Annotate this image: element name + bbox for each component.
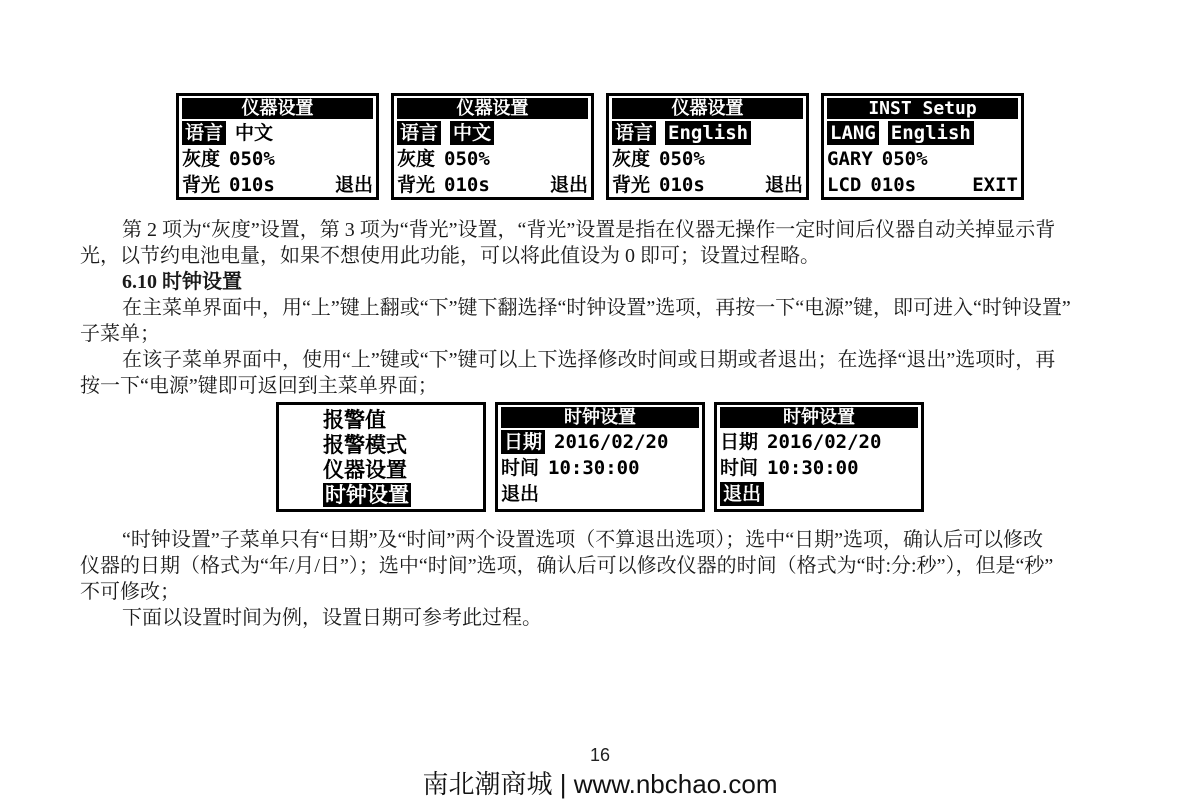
body-line: 第 2 项为“灰度”设置，第 3 项为“背光”设置，“背光”设置是指在仪器无操作一定时间后仪器自动关掉显示背 bbox=[122, 219, 1056, 241]
body-line: 按一下“电源”键即可返回到主菜单界面； bbox=[80, 375, 438, 397]
lcd-screen-inst-1 bbox=[176, 93, 379, 200]
date-value: 2016/02/20 bbox=[767, 431, 882, 453]
exit-item: 退出 bbox=[764, 174, 803, 196]
gray-value: 050% bbox=[881, 148, 928, 170]
lcd-title: INST Setup bbox=[827, 98, 1018, 119]
body-line: 在该子菜单界面中，使用“上”键或“下”键可以上下选择修改时间或日期或者退出；在选择“退出”选项时，再 bbox=[122, 349, 1056, 371]
gray-label: GARY bbox=[827, 148, 873, 170]
body-line: “时钟设置”子菜单只有“日期”及“时间”两个设置选项（不算退出选项）；选中“日期”选项，确认后可以修改 bbox=[122, 529, 1044, 551]
lcd-row-gray bbox=[824, 146, 1021, 172]
lcd-row-language bbox=[824, 120, 1021, 146]
time-label: 时间 bbox=[720, 457, 759, 479]
lcd-row-backlight bbox=[179, 172, 376, 198]
lcd-row-gray bbox=[609, 146, 806, 172]
menu-item-clock-setup-selected bbox=[323, 483, 483, 508]
lcd-screen-main-menu bbox=[276, 402, 486, 512]
body-text-block-2 bbox=[80, 527, 1155, 631]
date-label: 日期 bbox=[501, 430, 545, 454]
gray-value: 050% bbox=[229, 148, 275, 170]
lcd-row-date bbox=[498, 429, 702, 455]
gray-value: 050% bbox=[659, 148, 705, 170]
language-label: 语言 bbox=[397, 121, 441, 145]
site-footer-watermark: 南北潮商城 | www.nbchao.com bbox=[422, 769, 778, 799]
clock-setup-screens-row bbox=[0, 402, 1200, 512]
lcd-screen-inst-4-english bbox=[821, 93, 1024, 200]
body-text-block-1 bbox=[80, 217, 1155, 399]
backlight-value: 010s bbox=[659, 174, 705, 196]
body-line: 子菜单； bbox=[80, 323, 160, 345]
gray-label: 灰度 bbox=[612, 148, 651, 170]
lcd-row-language bbox=[394, 120, 591, 146]
lcd-row-gray bbox=[394, 146, 591, 172]
time-label: 时间 bbox=[501, 457, 540, 479]
exit-item: 退出 bbox=[501, 483, 540, 505]
lcd-title: 仪器设置 bbox=[397, 98, 588, 119]
main-menu-list bbox=[279, 405, 483, 508]
lcd-row-language bbox=[609, 120, 806, 146]
language-label: 语言 bbox=[612, 121, 656, 145]
lcd-row-exit bbox=[717, 481, 921, 507]
page-number: 16 bbox=[589, 745, 611, 765]
language-value: 中文 bbox=[450, 121, 494, 145]
body-line: 仪器的日期（格式为“年/月/日”）；选中“时间”选项，确认后可以修改仪器的时间（格式为“时:分:秒”），但是“秒” bbox=[80, 555, 1054, 577]
body-line: 光，以节约电池电量，如果不想使用此功能，可以将此值设为 0 即可；设置过程略。 bbox=[80, 245, 820, 267]
gray-value: 050% bbox=[444, 148, 490, 170]
date-value: 2016/02/20 bbox=[554, 431, 669, 453]
lcd-row-language bbox=[179, 120, 376, 146]
body-line: 不可修改； bbox=[80, 581, 180, 603]
gray-label: 灰度 bbox=[397, 148, 436, 170]
backlight-value: 010s bbox=[229, 174, 275, 196]
lcd-row-time bbox=[498, 455, 702, 481]
lcd-title: 仪器设置 bbox=[612, 98, 803, 119]
backlight-label: 背光 bbox=[612, 174, 651, 196]
lcd-screen-clock-2 bbox=[714, 402, 924, 512]
lcd-title: 仪器设置 bbox=[182, 98, 373, 119]
backlight-value: 010s bbox=[870, 174, 917, 196]
lcd-screen-inst-2 bbox=[391, 93, 594, 200]
selected-menu-item: 时钟设置 bbox=[325, 483, 409, 507]
exit-item-selected: 退出 bbox=[720, 482, 764, 506]
lcd-row-gray bbox=[179, 146, 376, 172]
language-value: 中文 bbox=[235, 122, 274, 144]
backlight-label: 背光 bbox=[397, 174, 436, 196]
lcd-title: 时钟设置 bbox=[501, 407, 699, 428]
backlight-label: LCD bbox=[827, 174, 862, 196]
section-heading-6-10: 6.10 时钟设置 bbox=[122, 271, 242, 293]
menu-item-alarm-mode: 报警模式 bbox=[323, 433, 407, 457]
lcd-row-backlight bbox=[394, 172, 591, 198]
exit-item: 退出 bbox=[549, 174, 588, 196]
lcd-row-date bbox=[717, 429, 921, 455]
lcd-row-time bbox=[717, 455, 921, 481]
exit-item: 退出 bbox=[334, 174, 373, 196]
exit-item: EXIT bbox=[972, 174, 1018, 196]
inst-setup-screens-row bbox=[0, 93, 1200, 200]
lcd-row-exit bbox=[498, 481, 702, 507]
time-value: 10:30:00 bbox=[767, 457, 859, 479]
lcd-screen-clock-1 bbox=[495, 402, 705, 512]
gray-label: 灰度 bbox=[182, 148, 221, 170]
lcd-row-backlight bbox=[824, 172, 1021, 198]
menu-item-inst-setup: 仪器设置 bbox=[323, 458, 407, 482]
date-label: 日期 bbox=[720, 431, 759, 453]
backlight-label: 背光 bbox=[182, 174, 221, 196]
language-value: English bbox=[665, 121, 751, 145]
time-value: 10:30:00 bbox=[548, 457, 640, 479]
lcd-title: 时钟设置 bbox=[720, 407, 918, 428]
language-label: 语言 bbox=[182, 121, 226, 145]
body-line: 在主菜单界面中，用“上”键上翻或“下”键下翻选择“时钟设置”选项，再按一下“电源”键，即可进入“时钟设置” bbox=[122, 297, 1071, 319]
body-line: 下面以设置时间为例，设置日期可参考此过程。 bbox=[122, 607, 542, 629]
lcd-row-backlight bbox=[609, 172, 806, 198]
language-value: English bbox=[888, 121, 974, 145]
lcd-screen-inst-3 bbox=[606, 93, 809, 200]
backlight-value: 010s bbox=[444, 174, 490, 196]
language-label: LANG bbox=[827, 121, 879, 145]
menu-item-alarm-value: 报警值 bbox=[323, 408, 386, 432]
